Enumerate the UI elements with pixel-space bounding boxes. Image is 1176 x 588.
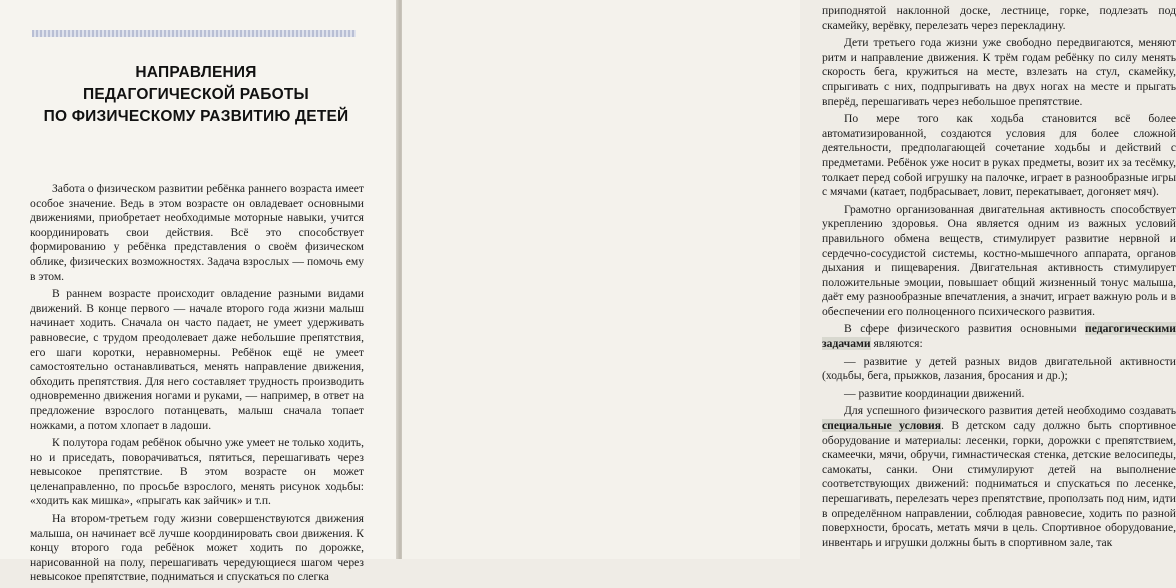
highlighted-term: специальные условия	[822, 419, 941, 433]
list-item: — развитие у детей разных видов двигательной активности (ходьбы, бега, прыжков, лазания, бросания и др.);	[822, 354, 1176, 383]
paragraph: По мере того как ходьба становится всё более автоматизированной, создаются условия для более сложной деятельности, предполагающей сочетание ходьбы и действий с предметами. Ребёнок уже носит в руках предметы, возит их за тесёмку, толкает перед собой игрушку на палочке, играет в разнообразные игры с мячами (катает, подбрасывает, ловит, перекатывает, догоняет мяч).	[822, 112, 1176, 199]
left-text-column	[30, 182, 364, 588]
paragraph: К полутора годам ребёнок обычно уже умеет не только ходить, но и приседать, поворачиваться, пятиться, перешагивать через невысокое препятствие. В этом возрасте он может целенаправленно, по просьбе взрослого, менять рисунок ходьбы: «ходить как мишка», «прыгать как зайчик» и т.п.	[30, 436, 364, 508]
decorative-header-bar	[32, 30, 356, 37]
paragraph: Грамотно организованная двигательная активность способствует укреплению здоровья. Она является одним из важных условий правильного обмена веществ, стимулирует развитие нервной и сердечно-сосудистой системы, костно-мышечного аппарата, органов дыхания и пищеварения. Двигательная активность стимулирует положительные эмоции, повышает общий жизненный тонус малыша, даёт ему разнообразные впечатления, а значит, играет важную роль и в обеспечении его полноценного психического развития.	[822, 202, 1176, 318]
text-run: Для успешного физического развития детей необходимо создавать	[844, 404, 1176, 418]
paragraph: приподнятой наклонной доске, лестнице, горке, подлезать под скамейку, верёвку, перелезать через перекладину.	[822, 4, 1176, 32]
paragraph: Забота о физическом развитии ребёнка раннего возраста имеет особое значение. Ведь в этом возрасте он овладевает основными движениями, приобретает необходимые моторные навыки, учится координировать свои действия. Всё это способствует формированию у ребёнка представления о своём физическом облике, физических возможностях. Задача взрослых — помочь ему в этом.	[30, 182, 364, 283]
chapter-title	[30, 62, 362, 128]
paragraph: В раннем возрасте происходит овладение разными видами движений. В конце первого — начале второго года жизни малыш начинает ходить. Сначала он часто падает, не умеет удерживать равновесие, с трудом преодолевает даже небольшие препятствия, его шаги коротки, неравномерны. Ребёнок ещё не умеет самостоятельно останавливаться, менять направление движения, обходить препятствия. Для него составляет трудность производить одновременно движения ногами и руками, — например, в ответ на предложение взрослого потанцевать, малыш сначала топает ножками, а потом хлопает в ладоши.	[30, 287, 364, 432]
text-run: являются:	[870, 337, 923, 351]
left-page	[0, 0, 398, 584]
paragraph-tasks	[822, 322, 1176, 351]
text-run: В сфере физического развития основными	[844, 322, 1086, 336]
right-page	[402, 0, 1176, 559]
paragraph: Дети третьего года жизни уже свободно передвигаются, меняют ритм и направление движения. К трём годам ребёнку по силу менять скорость бега, кружиться на месте, взлезать на стул, скамейку, спрыгивать с них, подпрыгивать на двух ногах на месте и прыгать вперёд, перешагивать через небольшое препятствие.	[822, 36, 1176, 108]
list-item: — развитие координации движений.	[844, 386, 1025, 400]
paragraph: На втором-третьем году жизни совершенствуются движения малыша, он начинает всё лучше координировать свои движения. К концу второго года ребёнок может ходить по дорожке, нарисованной на полу, перешагивать чередующиеся шагом через невысокое препятствие, подниматься и спускаться по слегка	[30, 512, 364, 584]
text-run: . В детском саду должно быть спортивное оборудование и материалы: лесенки, горки, дорожки с препятствием, скамеечки, мячи, обручи, гимнастическая стенка, детские велосипеды, самокаты, санки. Они стимулируют детей на выполнение соответствующих движений: подниматься и спускаться по лесенке, перешагивать, перелезать через препятствие, проползать под ним, идти в определённом направлении, соблюдая равновесие, ходить по разной поверхности, бросать, метать мячи в цель. Спортивное оборудование, инвентарь и игрушки должны быть в спортивном зале, так	[822, 419, 1176, 549]
title-line-1: НАПРАВЛЕНИЯ	[135, 64, 257, 81]
title-line-3: ПО ФИЗИЧЕСКОМУ РАЗВИТИЮ ДЕТЕЙ	[43, 108, 349, 125]
highlighted-term: педагогическими задачами	[822, 322, 1176, 351]
paragraph-conditions	[822, 404, 1176, 550]
right-text-column	[822, 4, 1176, 553]
title-line-2: ПЕДАГОГИЧЕСКОЙ РАБОТЫ	[83, 86, 309, 103]
